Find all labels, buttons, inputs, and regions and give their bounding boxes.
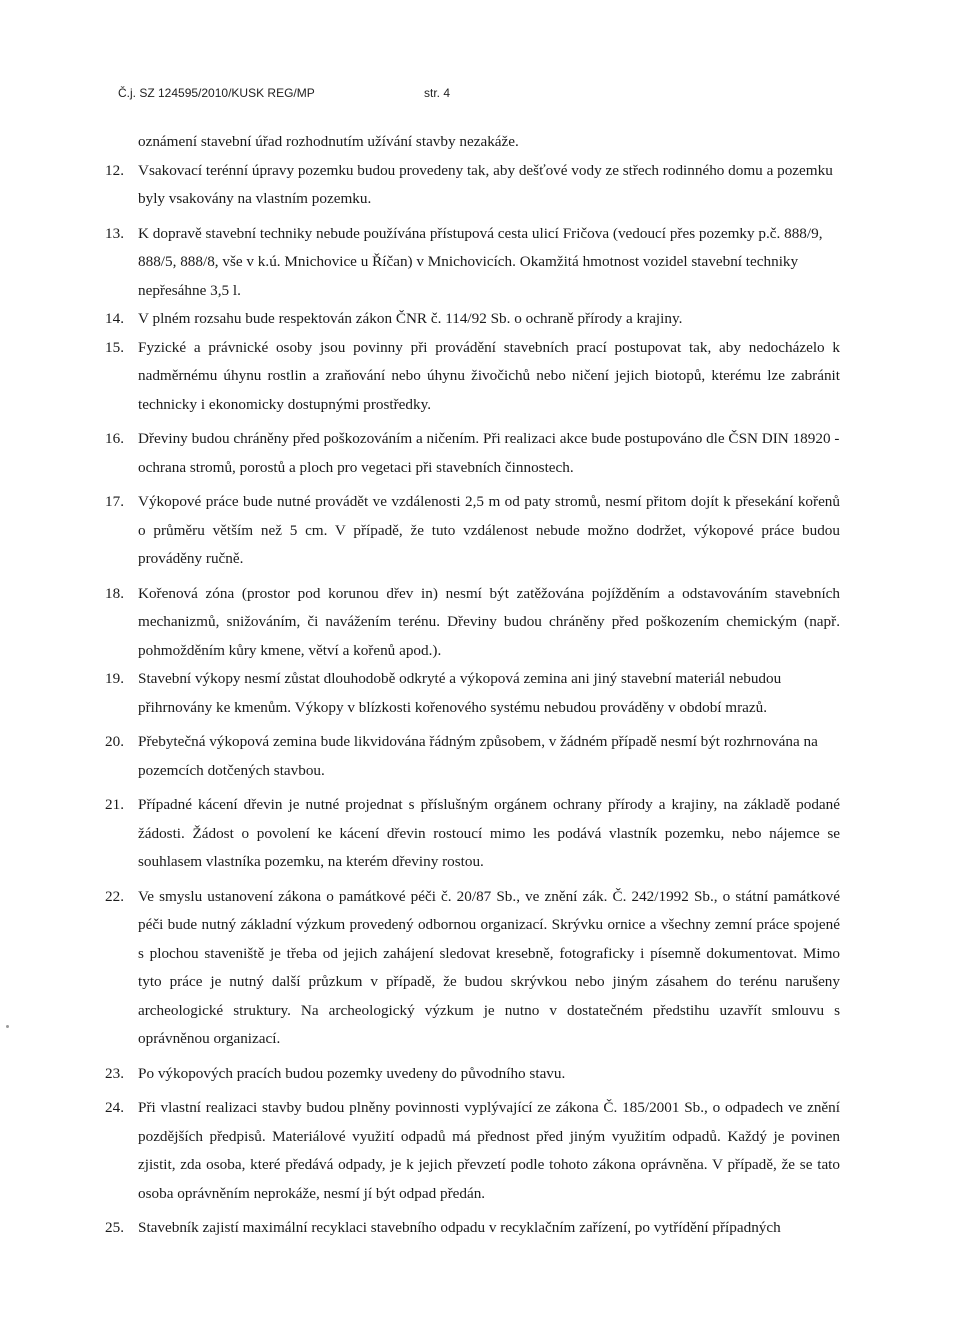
item-number: 23. bbox=[105, 1064, 124, 1082]
intro-line: oznámení stavební úřad rozhodnutím užívání stavby nezakáže. bbox=[138, 133, 519, 150]
item-number: 15. bbox=[105, 338, 124, 356]
item-number: 25. bbox=[105, 1219, 124, 1236]
item-text: Po výkopových pracích budou pozemky uvedeny do původního stavu. bbox=[138, 1064, 566, 1082]
item-text: Ve smyslu ustanovení zákona o památkové péči č. 20/87 Sb., ve znění zák. Č. 242/1992 Sb., o státní památkové péči bude nutný základní výzkum provedený odbornou organizací. Skrývku ornice a všechny zemní práce spojené s plochou staveniště je třeba od jejich zahájení sledovat kresebně, fotograficky i písemně dokumentovat. Mimo tyto práce je nutný další průzkum v případě, že budou skrývkou nebo jiným zásahem do terénu narušeny archeologické struktury. Na archeologický výzkum je nutno v dostatečném předstihu uzavřít smlouvu s oprávněnou organizací. bbox=[138, 887, 840, 1047]
margin-speck bbox=[6, 1025, 9, 1028]
item-number: 14. bbox=[105, 310, 124, 327]
item-number: 13. bbox=[105, 224, 124, 242]
item-number: 24. bbox=[105, 1099, 124, 1116]
item-text: Při vlastní realizaci stavby budou plněny povinnosti vyplývající ze zákona Č. 185/2001 Sb., o odpadech ve znění pozdějších předpisů. Materiálové využití odpadů má přednost před jiným využitím odpadů. Každý je povinen zjistit, zda osoba, které předává odpady, je k jejich převzetí podle tohoto zákona oprávněna. V případě, že se tato osoba oprávněním neprokáže, nesmí jí být odpad předán. bbox=[138, 1099, 840, 1202]
item-number: 16. bbox=[105, 430, 124, 447]
list-item bbox=[105, 220, 840, 306]
item-number: 20. bbox=[105, 733, 124, 750]
document-body bbox=[105, 128, 840, 1243]
item-text: Přebytečná výkopová zemina bude likvidována řádným způsobem, v žádném případě nesmí být rozhrnována na pozemcích dotčených stavbou. bbox=[138, 733, 818, 779]
item-text: V plném rozsahu bude respektován zákon ČNR č. 114/92 Sb. o ochraně přírody a krajiny. bbox=[138, 310, 683, 327]
item-number: 19. bbox=[105, 670, 124, 687]
list-item bbox=[105, 1060, 840, 1089]
list-item bbox=[105, 488, 840, 574]
item-number: 12. bbox=[105, 161, 124, 179]
list-item bbox=[105, 305, 840, 334]
item-text: Stavebník zajistí maximální recyklaci stavebního odpadu v recyklačním zařízení, po vytřídění případných bbox=[138, 1219, 781, 1236]
item-text: Výkopové práce bude nutné provádět ve vzdálenosti 2,5 m od paty stromů, nesmí přitom dojít k přesekání kořenů o průměru větším než 5 cm. V případě, že tuto vzdálenost nebude možno dodržet, výkopové práce budou prováděny ručně. bbox=[138, 493, 840, 567]
list-item bbox=[105, 334, 840, 420]
page-number: str. 4 bbox=[424, 86, 451, 100]
list-item bbox=[105, 1214, 840, 1243]
item-number: 17. bbox=[105, 493, 124, 510]
document-reference: Č.j. SZ 124595/2010/KUSK REG/MP bbox=[118, 86, 315, 100]
list-item bbox=[105, 157, 840, 214]
list-item bbox=[105, 1094, 840, 1208]
list-item bbox=[105, 791, 840, 877]
item-text: Dřeviny budou chráněny před poškozováním a ničením. Při realizaci akce bude postupováno dle ČSN DIN 18920 - ochrana stromů, porostů a ploch pro vegetaci při stavebních činnostech. bbox=[138, 430, 840, 476]
item-number: 21. bbox=[105, 796, 124, 813]
item-text: Fyzické a právnické osoby jsou povinny při provádění stavebních prací postupovat tak, aby nedocházelo k nadměrnému úhynu rostlin a zraňování nebo úhynu živočichů nebo ničení jejich biotopů, kterému lze zabránit technicky i ekonomicky dostupnými prostředky. bbox=[138, 338, 840, 413]
item-text: Stavební výkopy nesmí zůstat dlouhodobě odkryté a výkopová zemina ani jiný stavební materiál nebudou přihrnovány ke kmenům. Výkopy v blízkosti kořenového systému nebudou prováděny v období mrazů. bbox=[138, 670, 782, 716]
item-number: 18. bbox=[105, 584, 124, 602]
item-text: Případné kácení dřevin je nutné projednat s příslušným orgánem ochrany přírody a krajiny, na základě podané žádosti. Žádost o povolení ke kácení dřevin rostoucí mimo les podává vlastník pozemku, nebo nájemce se souhlasem vlastníka pozemku, na kterém dřeviny rostou. bbox=[138, 796, 840, 870]
item-number: 22. bbox=[105, 887, 124, 905]
item-text: Vsakovací terénní úpravy pozemku budou provedeny tak, aby dešťové vody ze střech rodinného domu a pozemku byly vsakovány na vlastním pozemku. bbox=[138, 161, 833, 207]
item-text: K dopravě stavební techniky nebude používána přístupová cesta ulicí Fričova (vedoucí přes pozemky p.č. 888/9, 888/5, 888/8, vše v k.ú. Mnichovice u Říčan) v Mnichovicích. Okamžitá hmotnost vozidel stavební techniky nepřesáhne 3,5 l. bbox=[138, 224, 823, 299]
list-item bbox=[105, 728, 840, 785]
list-item bbox=[105, 425, 840, 482]
list-item bbox=[105, 665, 840, 722]
item-text: Kořenová zóna (prostor pod korunou dřev in) nesmí být zatěžována pojížděním a odstavováním stavebních mechanizmů, snižováním, či navážením terénu. Dřeviny budou chráněny před poškozením chemickým (např. pohmožděním kůry kmene, větví a kořenů apod.). bbox=[138, 584, 840, 659]
list-item bbox=[105, 883, 840, 1054]
list-item bbox=[105, 580, 840, 666]
